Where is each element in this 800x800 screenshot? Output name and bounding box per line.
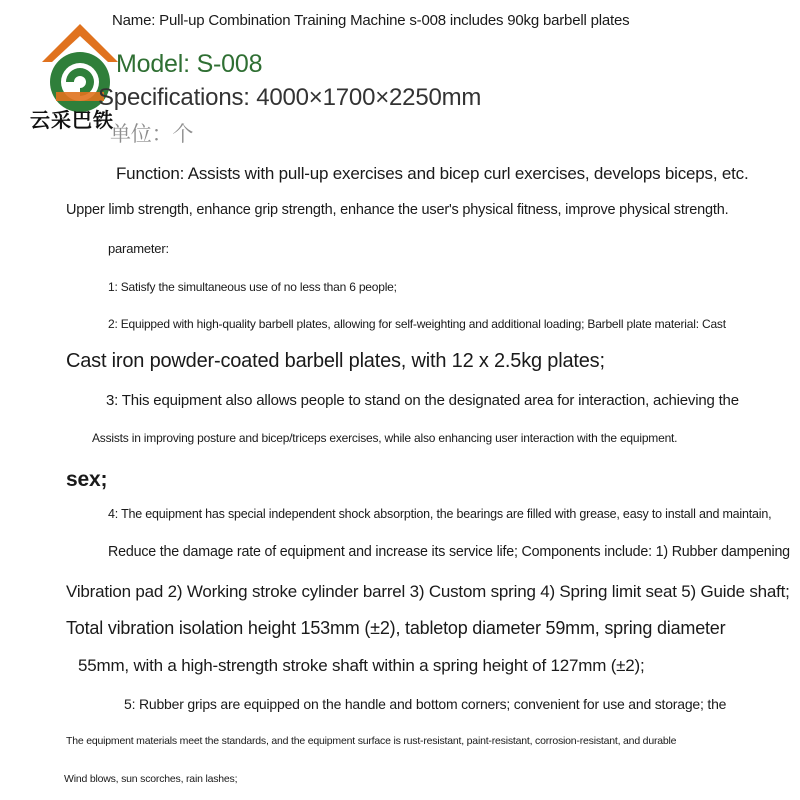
- function-line-2: Upper limb strength, enhance grip strength, enhance the user's physical fitness, improve physical strength.: [66, 202, 729, 218]
- unit-line: 单位：个: [110, 123, 194, 146]
- item-3-line-2: Assists in improving posture and bicep/triceps exercises, while also enhancing user interaction with the equipment.: [92, 431, 678, 445]
- item-2-line-1: 2: Equipped with high-quality barbell plates, allowing for self-weighting and additional loading; Barbell plate material: Cast: [108, 317, 726, 331]
- brand-logo-text: 云采巴铁: [30, 108, 114, 132]
- item-4-line-2: Reduce the damage rate of equipment and increase its service life; Components include: 1) Rubber dampening: [108, 544, 790, 560]
- item-5-line-2: The equipment materials meet the standards, and the equipment surface is rust-resistant, paint-resistant, corrosion-resistant, and durable: [66, 735, 677, 747]
- specifications-line: Specifications: 4000×1700×2250mm: [98, 84, 482, 111]
- item-4-line-3: Vibration pad 2) Working stroke cylinder barrel 3) Custom spring 4) Spring limit seat 5) Guide shaft;: [66, 582, 790, 601]
- item-5-line-1: 5: Rubber grips are equipped on the handle and bottom corners; convenient for use and storage; the: [124, 696, 727, 712]
- item-5-line-3: Wind blows, sun scorches, rain lashes;: [64, 773, 238, 785]
- model-line: Model: S-008: [116, 50, 263, 78]
- item-2-line-2: Cast iron powder-coated barbell plates, with 12 x 2.5kg plates;: [66, 350, 605, 372]
- item-3-line-1: 3: This equipment also allows people to stand on the designated area for interaction, achieving the: [106, 392, 739, 409]
- item-4-line-4: Total vibration isolation height 153mm (±2), tabletop diameter 59mm, spring diameter: [66, 618, 726, 638]
- function-line-1: Function: Assists with pull-up exercises and bicep curl exercises, develops biceps, etc.: [116, 164, 749, 183]
- parameter-heading: parameter:: [108, 241, 169, 256]
- item-4-line-5: 55mm, with a high-strength stroke shaft within a spring height of 127mm (±2);: [78, 656, 645, 675]
- item-4-line-1: 4: The equipment has special independent shock absorption, the bearings are filled with grease, easy to install and maintain,: [108, 507, 772, 521]
- item-3-line-3: sex;: [66, 468, 108, 491]
- product-name-line: Name: Pull-up Combination Training Machine s-008 includes 90kg barbell plates: [112, 12, 630, 29]
- item-1: 1: Satisfy the simultaneous use of no less than 6 people;: [108, 280, 397, 294]
